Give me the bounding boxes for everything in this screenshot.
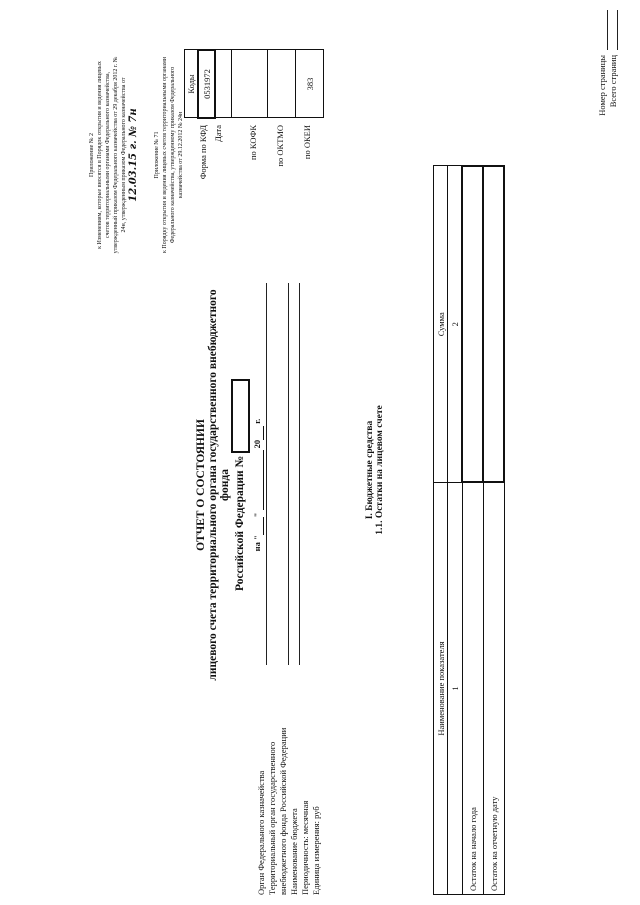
label-date: Дата — [213, 125, 223, 142]
col-number-2: 2 — [448, 166, 463, 483]
date-day-field[interactable] — [252, 517, 264, 535]
code-date[interactable] — [215, 50, 232, 118]
balances-table — [433, 165, 505, 895]
codes-labels — [198, 125, 317, 215]
total-pages-label: Всего страниц — [608, 55, 618, 108]
field-fk-organ-line[interactable] — [266, 283, 267, 665]
field-periodicity: Периодичность: месячная — [300, 800, 310, 895]
field-territorial-organ-line[interactable] — [288, 283, 289, 665]
table-row — [483, 166, 504, 895]
col-header-name: Наименование показателя — [434, 483, 448, 895]
row-sum-report-balance[interactable] — [483, 166, 504, 483]
total-pages-field[interactable] — [617, 10, 618, 50]
row-name-start-balance: Остаток на начало года — [462, 483, 483, 895]
report-account-prefix: Российской Федерации № — [234, 455, 247, 591]
page-number-field[interactable] — [607, 10, 608, 50]
report-title: ОТЧЕТ О СОСТОЯНИИ — [195, 419, 207, 551]
code-form-kfd[interactable]: 0531972 — [198, 50, 215, 118]
date-year-field[interactable] — [252, 426, 264, 440]
field-budget-name: Наименование бюджета — [289, 808, 299, 895]
appendix-2-text: к Изменениям, которые вносятся в Порядок открытия и ведения лицевых счетов территориальными органами Федерального казначейства, утвержденный приказом Федерального казначейства от 29 декабря 2012 г. № 24н, утвержденным приказом Федерального казначейства от — [97, 56, 127, 254]
label-form-kfd: Форма по КФД — [198, 125, 208, 180]
field-fk-organ: Орган Федерального казначейства — [256, 770, 266, 895]
section-title: I. Бюджетные средства — [365, 420, 375, 520]
date-month-field[interactable] — [252, 450, 264, 510]
field-territorial-organ-1: Территориальный орган государственного — [267, 741, 277, 895]
footer-labels — [597, 55, 619, 125]
report-account-line — [231, 285, 250, 685]
label-okei: по ОКЕИ — [302, 125, 312, 160]
appendix-71-title: Приложение № 71 — [154, 131, 160, 179]
account-number-box[interactable] — [231, 379, 250, 453]
code-kofk[interactable] — [232, 50, 268, 118]
col-header-sum: Сумма — [434, 166, 448, 483]
appendix-71-text: к Порядку открытия и ведения лицевых счетов территориальными органами Федерального казначейства, утвержденному приказом Федерального казначейства от 29.12.2012 № 24н — [162, 57, 184, 253]
table-row — [462, 166, 483, 895]
appendix-71-block — [153, 55, 185, 255]
code-oktmo[interactable] — [268, 50, 296, 118]
fields-block — [256, 675, 322, 895]
field-unit: Единица измерения: руб — [311, 806, 321, 895]
report-subtitle: лицевого счета территориального органа государственного внебюджетного фонда — [207, 289, 231, 681]
date-prefix: на " — [252, 535, 262, 552]
report-title-block — [195, 285, 264, 685]
codes-header: Коды — [185, 50, 199, 118]
label-kofk: по КОФК — [248, 125, 258, 161]
row-name-report-balance: Остаток на отчетную дату — [483, 483, 504, 895]
report-date-line — [252, 285, 264, 685]
label-oktmo: по ОКТМО — [275, 125, 285, 167]
appendix-2-handwritten: 12.03.15 г. № 7н — [128, 108, 139, 202]
date-suffix: г. — [252, 418, 262, 424]
section-heading — [365, 295, 385, 645]
section-subtitle: 1.1. Остатки на лицевом счете — [375, 405, 385, 535]
appendix-2-block — [88, 55, 140, 255]
date-year-prefix: 20 — [252, 439, 262, 449]
field-budget-name-line[interactable] — [299, 283, 300, 665]
appendix-2-title: Приложение № 2 — [89, 133, 95, 177]
field-territorial-organ-2: внебюджетного фонда Российской Федерации — [278, 727, 288, 895]
row-sum-start-balance[interactable] — [462, 166, 483, 483]
codes-table — [184, 49, 324, 119]
page-number-label: Номер страницы — [597, 55, 607, 116]
col-number-1: 1 — [448, 483, 463, 895]
code-okei[interactable]: 383 — [296, 50, 324, 118]
date-mid: " — [252, 512, 262, 518]
